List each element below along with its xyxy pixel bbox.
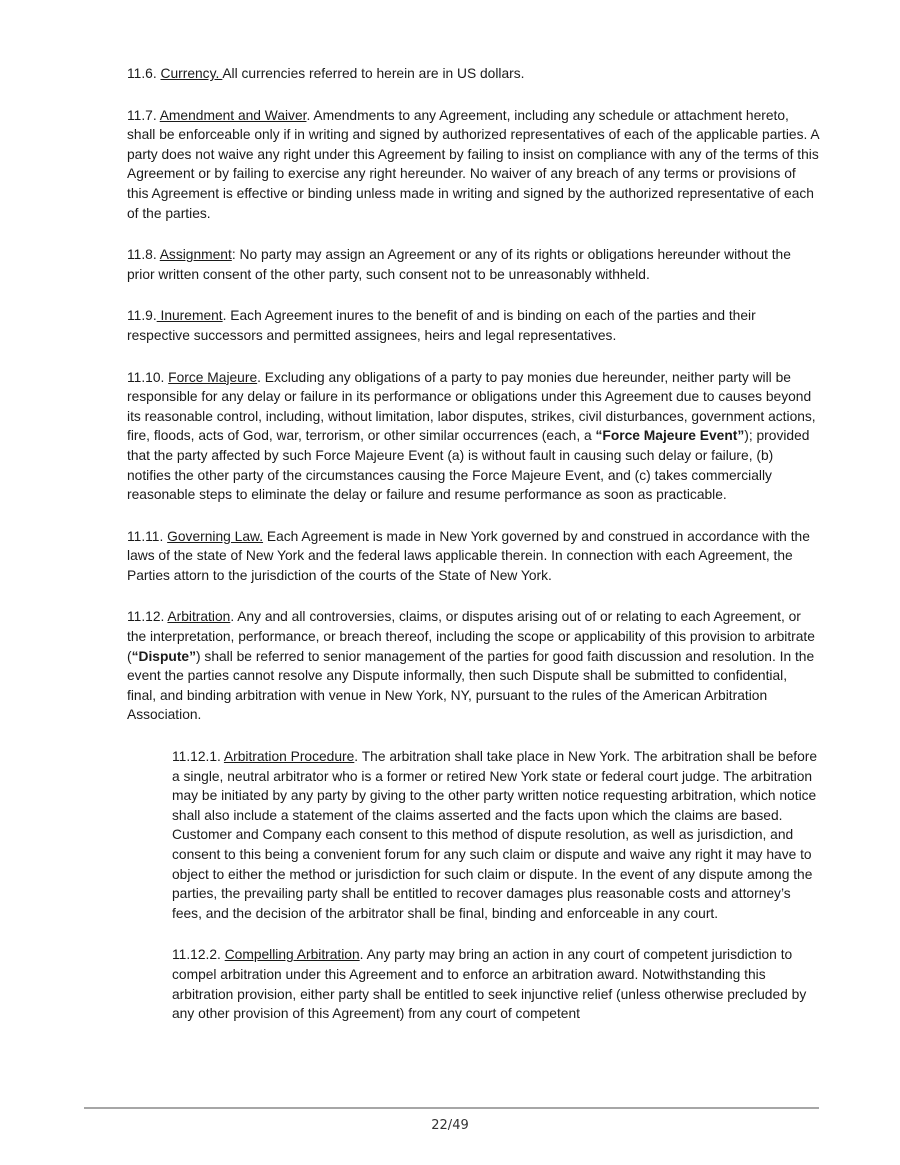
section-text: . The arbitration shall take place in New York. The arbitration shall be before a single, neutral arbitrator who is a former or retired New York state or federal court judge. The arbitration may be initiated by any party by giving to the other party written notice requesting arbitration, which notice shall also include a statement of the claims asserted and the facts upon which the claims are based. Customer and Company each consent to this method of dispute resolution, as well as jurisdiction, and consent to this being a convenient forum for any such claim or dispute and waive any right it may have to object to either the method or jurisdiction for such claim or dispute. In the event of any dispute among the parties, the prevailing party shall be entitled to recover damages plus reasonable costs and attorney’s fees, and the decision of the arbitrator shall be final, binding and enforceable in any court. <box>172 749 818 921</box>
section-text-continued: ); provided that the party affected by such Force Majeure Event (a) is without fault in causing such delay or failure, (b) notifies the other party of the circumstances causing the Force Majeure Event, and (c) takes commercially reasonable steps to eliminate the delay or failure and resume performance as soon as practicable. <box>127 428 810 503</box>
section-heading-currency: Currency. <box>160 66 223 81</box>
section-11-12-2 <box>172 945 819 1023</box>
section-number: 11.7. <box>127 107 160 123</box>
section-text-continued: ) shall be referred to senior management of the parties for good faith discussion and resolution. In the event the parties cannot resolve any Dispute informally, then such Dispute shall be submitted to confidential, final, and binding arbitration with venue in New York, NY, pursuant to the rules of the American Arbitration Association. <box>127 648 815 723</box>
section-text: Each Agreement is made in New York governed by and construed in accordance with the laws of the state of New York and the federal laws applicable therein. In connection with each Agreement, the Parties attorn to the jurisdiction of the courts of the State of New York. <box>127 528 810 583</box>
section-11-12-1 <box>172 747 819 923</box>
section-heading-arbitration-procedure: Arbitration Procedure <box>223 749 355 765</box>
section-11-12 <box>127 607 819 725</box>
section-text: : No party may assign an Agreement or any of its rights or obligations hereunder without the prior written consent of the other party, such consent not to be unreasonably withheld. <box>127 247 791 282</box>
section-text: . Amendments to any Agreement, including any schedule or attachment hereto, shall be enforceable only if in writing and signed by authorized representatives of each of the applicable parties. A party does not waive any right under this Agreement by failing to insist on compliance with any of the terms of this Agreement or by failing to exercise any right hereunder. No waiver of any breach of any terms or provisions of this Agreement is effective or binding unless made in writing and signed by the authorized representative of each of the parties. <box>127 107 819 221</box>
section-11-6 <box>127 64 819 84</box>
section-text: . Any and all controversies, claims, or disputes arising out of or relating to each Agreement, or the interpretation, performance, or breach thereof, including the scope or applicability of this provision to arbitrate ( <box>127 609 815 664</box>
section-11-7 <box>127 106 819 224</box>
section-number: 11.6. <box>127 66 161 81</box>
section-heading-force-majeure: Force Majeure <box>168 369 258 385</box>
section-11-11 <box>127 527 819 586</box>
section-number: 11.11. <box>127 528 168 544</box>
section-text: . Any party may bring an action in any court of competent jurisdiction to compel arbitration under this Agreement and to enforce an arbitration award. Notwithstanding this arbitration provision, either party shall be entitled to seek injunctive relief (unless otherwise precluded by any other provision of this Agreement) from any court of competent <box>172 947 807 1022</box>
section-number: 11.12. <box>127 609 168 625</box>
footer-divider <box>84 1107 819 1109</box>
section-number: 11.12.2. <box>172 947 225 963</box>
document-page-body <box>127 64 819 1046</box>
section-heading-amendment-and-waiver: Amendment and Waiver <box>159 107 307 123</box>
section-heading-assignment: Assignment <box>159 247 232 263</box>
section-11-9 <box>127 306 819 345</box>
section-number: 11.9. <box>127 308 157 324</box>
defined-term-force-majeure-event: “Force Majeure Event” <box>595 428 745 444</box>
section-11-8 <box>127 245 819 284</box>
section-heading-governing-law: Governing Law. <box>167 528 264 544</box>
section-text: . Excluding any obligations of a party to pay monies due hereunder, neither party will be responsible for any delay or failure in its performance or obligations under this Agreement due to causes beyond its reasonable control, including, without limitation, labor disputes, strikes, civil disturbances, government actions, fire, floods, acts of God, war, terrorism, or other similar occurrences (each, a <box>127 369 816 444</box>
section-heading-compelling-arbitration: Compelling Arbitration <box>224 947 360 963</box>
defined-term-dispute: “Dispute” <box>131 648 196 664</box>
section-number: 11.12.1. <box>172 749 224 765</box>
section-heading-inurement: Inurement <box>156 308 223 324</box>
section-number: 11.10. <box>127 369 169 385</box>
section-text: . Each Agreement inures to the benefit of and is binding on each of the parties and their respective successors and permitted assignees, heirs and legal representatives. <box>127 308 756 343</box>
section-number: 11.8. <box>127 247 160 263</box>
section-11-10 <box>127 368 819 505</box>
section-heading-arbitration: Arbitration <box>167 609 231 625</box>
page-number: 22/49 <box>431 1118 469 1133</box>
section-text: All currencies referred to herein are in US dollars. <box>222 66 525 81</box>
